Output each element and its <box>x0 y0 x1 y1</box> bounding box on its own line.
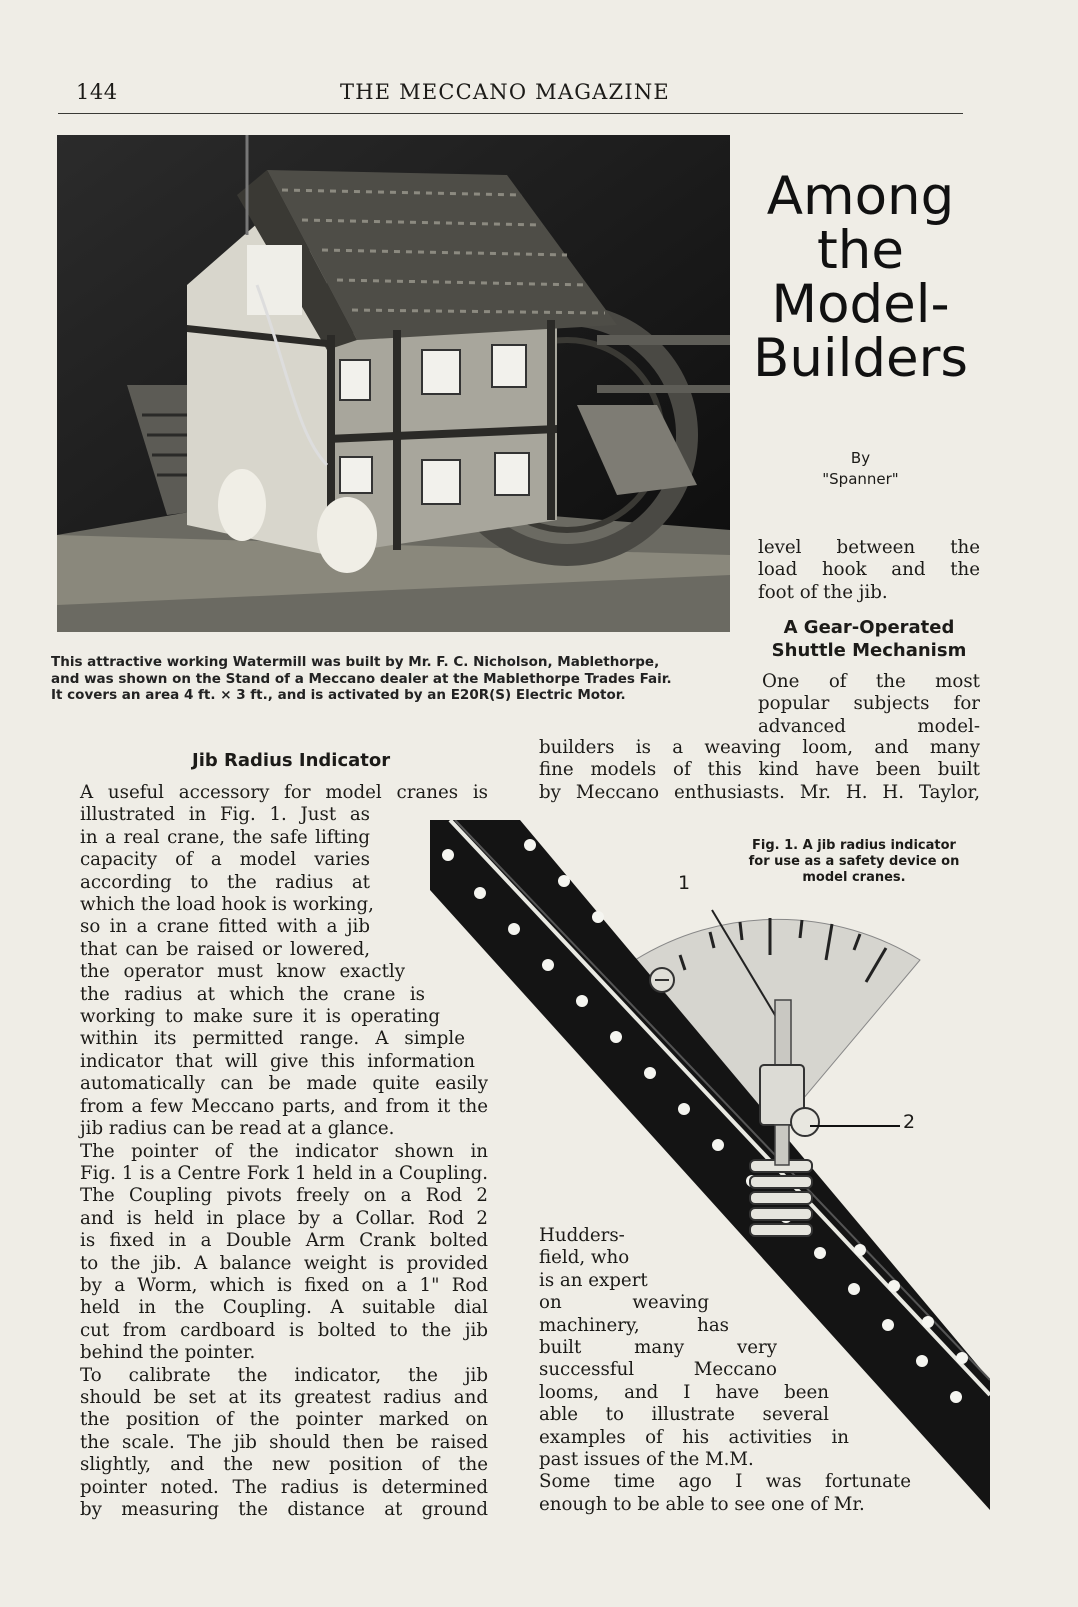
text-line: by a Worm, which is fixed on a 1" Rod <box>80 1274 488 1296</box>
page-number: 144 <box>76 80 118 104</box>
text-line: that can be raised or lowered, <box>80 938 370 960</box>
text-line: is fixed in a Double Arm Crank bolted <box>80 1230 488 1252</box>
heading-line: Shuttle Mechanism <box>771 640 967 661</box>
figure-caption-line: model cranes. <box>802 870 906 885</box>
figure-label-2: 2 <box>903 1111 916 1133</box>
text-line: behind the pointer. <box>80 1342 256 1364</box>
heading-line: A Gear-Operated <box>783 617 955 638</box>
text-line: popular subjects for <box>758 693 980 715</box>
text-line: capacity of a model varies <box>80 849 370 871</box>
text-line: The pointer of the indicator shown in <box>80 1140 488 1162</box>
text-line: advanced model- <box>758 715 980 737</box>
text-line: foot of the jib. <box>758 581 888 603</box>
middle-column-bottom <box>539 1225 959 1516</box>
text-line: To calibrate the indicator, the jib <box>80 1364 488 1386</box>
text-line: automatically can be made quite easily <box>80 1073 488 1095</box>
text-line: so in a crane fitted with a jib <box>80 916 370 938</box>
text-line: by measuring the distance at ground <box>80 1499 488 1520</box>
text-line: looms, and I have been <box>539 1381 829 1403</box>
photo-caption <box>51 654 741 704</box>
photo-caption-line: and was shown on the Stand of a Meccano dealer at the Mablethorpe Trades Fair. <box>51 670 672 687</box>
right-column-top <box>758 537 980 604</box>
text-line: by Meccano enthusiasts. Mr. H. H. Taylor, <box>539 781 980 803</box>
figure-caption-line: for use as a safety device on <box>748 854 960 869</box>
text-line: able to illustrate several <box>539 1404 829 1426</box>
photo-caption-line: This attractive working Watermill was built by Mr. F. C. Nicholson, Mablethorpe, <box>51 654 660 670</box>
text-line: pointer noted. The radius is determined <box>80 1476 488 1498</box>
figure-1-caption <box>728 838 980 886</box>
jib-section-heading: Jib Radius Indicator <box>192 750 391 771</box>
text-line: in a real crane, the safe lifting <box>80 826 370 848</box>
figure-label-1: 1 <box>678 872 691 894</box>
text-line: held in the Coupling. A suitable dial <box>80 1297 488 1319</box>
text-line: the position of the pointer marked on <box>80 1409 488 1431</box>
text-line: working to make sure it is operating <box>80 1006 440 1028</box>
text-line: built many very <box>539 1337 777 1359</box>
text-line: indicator that will give this information <box>80 1050 475 1072</box>
article-title-line: Among <box>766 166 955 227</box>
text-line: The Coupling pivots freely on a Rod 2 <box>80 1185 488 1207</box>
text-line: to the jib. A balance weight is provided <box>80 1252 488 1274</box>
figure-caption-line: Fig. 1. A jib radius indicator <box>752 838 956 853</box>
text-line: which the load hook is working, <box>80 894 374 916</box>
text-line: machinery, has <box>539 1314 729 1336</box>
right-column-paragraph <box>758 671 980 738</box>
text-line: successful Meccano <box>539 1359 777 1381</box>
middle-column-top <box>539 737 980 804</box>
photo-caption-line: It covers an area 4 ft. × 3 ft., and is activated by an E20R(S) Electric Motor. <box>51 687 626 703</box>
text-line: load hook and the <box>758 559 980 581</box>
text-line: and is held in place by a Collar. Rod 2 <box>80 1207 488 1229</box>
text-line: is an expert <box>539 1269 648 1291</box>
text-line: fine models of this kind have been built <box>539 759 980 781</box>
text-line: level between the <box>758 537 980 558</box>
text-line: illustrated in Fig. 1. Just as <box>80 804 370 826</box>
text-line: on weaving <box>539 1292 709 1314</box>
text-line: builders is a weaving loom, and many <box>539 737 980 758</box>
header-rule <box>58 113 963 114</box>
text-line: A useful accessory for model cranes is <box>80 782 488 803</box>
byline-author: "Spanner" <box>822 470 899 488</box>
text-line: One of the most <box>762 671 980 692</box>
text-line: the operator must know exactly <box>80 961 405 983</box>
article-title <box>738 166 983 389</box>
text-line: past issues of the M.M. <box>539 1449 754 1471</box>
text-line: enough to be able to see one of Mr. <box>539 1493 865 1515</box>
text-line: Fig. 1 is a Centre Fork 1 held in a Coupling. <box>80 1162 488 1184</box>
text-line: jib radius can be read at a glance. <box>80 1118 395 1140</box>
text-line: field, who <box>539 1247 630 1269</box>
text-line: examples of his activities in <box>539 1426 849 1448</box>
magazine-title: THE MECCANO MAGAZINE <box>340 80 670 104</box>
article-title-line: the <box>817 220 904 281</box>
text-line: the radius at which the crane is <box>80 983 425 1005</box>
text-line: cut from cardboard is bolted to the jib <box>80 1319 488 1341</box>
text-line: Some time ago I was fortunate <box>539 1471 911 1493</box>
watermill-photo <box>57 135 730 632</box>
text-line: Hudders- <box>539 1225 625 1246</box>
article-title-line: Model- <box>771 274 950 335</box>
text-line: should be set at its greatest radius and <box>80 1386 488 1408</box>
text-line: slightly, and the new position of the <box>80 1454 488 1476</box>
gear-shuttle-heading <box>758 616 980 662</box>
article-title-line: Builders <box>752 328 969 389</box>
text-line: according to the radius at <box>80 871 370 893</box>
byline-by: By <box>850 449 871 467</box>
text-line: from a few Meccano parts, and from it the <box>80 1095 488 1117</box>
text-line: within its permitted range. A simple <box>80 1028 465 1050</box>
text-line: the scale. The jib should then be raised <box>80 1431 488 1453</box>
